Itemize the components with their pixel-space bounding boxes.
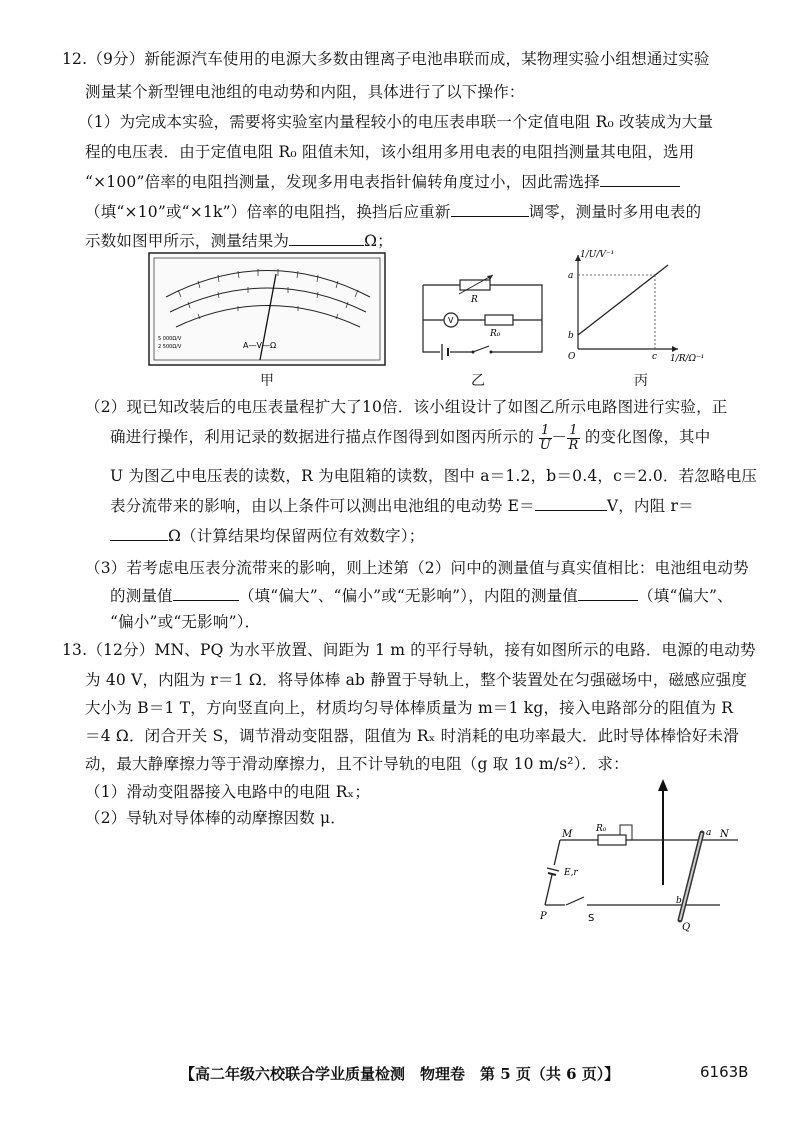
q12-part3-line-1: （3）若考虑电压表分流带来的影响，则上述第（2）问中的测量值与真实值相比：电池组电动势 [85, 559, 749, 577]
q12-part1-line-4 [85, 200, 701, 222]
rheostat-label: R₀ [596, 824, 607, 834]
q12-part1-line-4a: （填“×10”或“×1k”）倍率的电阻挡，换挡后应重新 [85, 203, 451, 221]
q12-part1-line-2: 程的电压表．由于定值电阻 R₀ 阻值未知，该小组用多用电表的电阻挡测量其电阻，选用 [85, 143, 695, 161]
q13-line-1: 13.（12分）MN、PQ 为水平放置、间距为 1 m 的平行导轨，接有如图所示的电路．电源的电动势 [62, 641, 756, 659]
rail-p-label: P [540, 911, 547, 922]
q12-part2-line-2 [110, 424, 710, 452]
q12-part2-line-3: U 为图乙中电压表的读数，R 为电阻箱的读数，图中 a＝1.2，b＝0.4，c＝2.0．若忽略电压 [110, 467, 758, 485]
fraction-1-over-u [539, 424, 551, 452]
figure-caption-b: 乙 [471, 373, 485, 389]
q12-part3-line-3: “偏小”或“无影响”）． [110, 613, 261, 631]
rod-a-label: a [706, 828, 712, 838]
circuit-r-label: R [471, 295, 478, 305]
q12-part2-line-1: （2）现已知改装后的电压表量程扩大了10倍．该小组设计了如图乙所示电路图进行实验，正 [85, 398, 728, 416]
q12-part3-line-2b: （填“偏大”、“偏小”或“无影响”），内阻的测量值 [238, 587, 579, 605]
answer-blank-emf-bias[interactable] [173, 586, 239, 601]
graph-origin-label: O [568, 352, 576, 362]
graph-line [578, 265, 668, 335]
q12-part1-line-3 [85, 170, 680, 192]
meter-small-label-2: 2 500Ω/V [158, 344, 182, 350]
meter-small-label-1: 5 000Ω/V [158, 336, 182, 342]
graph-x-label: 1/R/Ω⁻¹ [670, 354, 705, 364]
q12-part2-line-4 [110, 494, 694, 516]
fraction-u-denominator: U [539, 437, 551, 453]
rod-b-label: b [676, 896, 682, 906]
answer-blank-zero[interactable] [451, 202, 529, 217]
fraction-r-denominator: R [568, 437, 579, 453]
fraction-r-numerator: 1 [569, 423, 578, 438]
q13-line-2: 为 40 V，内阻为 r＝1 Ω．将导体棒 ab 静置于导轨上，整个装置处在匀强磁场中，磁感应强度 [85, 671, 748, 689]
q12-part1-line-5a: 示数如图甲所示，测量结果为 [85, 232, 290, 250]
rail-n-label: N [720, 829, 729, 840]
q12-part2-line-4b: V，内阻 r＝ [606, 497, 694, 515]
switch-label: S [588, 913, 595, 924]
answer-blank-emf[interactable] [535, 496, 607, 511]
rail-m-label: M [562, 829, 573, 840]
fraction-u-numerator: 1 [541, 423, 550, 438]
graph-c-figure [560, 245, 710, 365]
graph-a-label: a [568, 271, 574, 281]
page-footer: 【高二年级六校联合学业质量检测 物理卷 第 5 页（共 6 页）】 [180, 1065, 620, 1083]
fraction-minus: － [551, 428, 568, 447]
fraction-1-over-r [567, 424, 579, 452]
multimeter-dial-figure [148, 252, 388, 368]
graph-b-label: b [568, 331, 574, 341]
answer-blank-internal-resistance[interactable] [110, 526, 168, 541]
q13-line-4: ＝4 Ω．闭合开关 S，调节滑动变阻器，阻值为 Rₓ 时消耗的电功率最大．此时导体棒恰好未滑 [85, 727, 739, 745]
q12-part3-line-2 [110, 584, 733, 606]
rail-circuit-figure [530, 775, 750, 945]
circuit-b-figure [415, 270, 550, 365]
meter-label: A—V—Ω [243, 341, 277, 350]
q12-part2-line-5-text: Ω（计算结果均保留两位有效数字）； [168, 527, 425, 545]
q12-part2-line-2a: 确进行操作，利用记录的数据进行描点作图得到如图丙所示的 [110, 428, 534, 447]
q13-line-6: （1）滑动变阻器接入电路中的电阻 Rₓ； [85, 783, 371, 801]
q13-line-5: 动，最大静摩擦力等于滑动摩擦力，且不计导轨的电阻（g 取 10 m/s²）．求： [85, 755, 629, 773]
q12-part2-line-2b: 的变化图像，其中 [584, 428, 711, 447]
figure-caption-c: 丙 [634, 373, 648, 389]
q12-line-1: 12.（9分）新能源汽车使用的电源大多数由锂离子电池串联而成，某物理实验小组想通过实验 [62, 50, 710, 68]
rail-q-label: Q [682, 922, 691, 933]
voltmeter-label: V [448, 316, 454, 325]
q12-part3-line-2c: （填“偏大”、 [638, 587, 733, 605]
q13-line-3: 大小为 B＝1 T，方向竖直向上，材质均匀导体棒质量为 m＝1 kg，接入电路部分的阻值为 R [85, 699, 734, 717]
q12-part1-line-3-text: “×100”倍率的电阻挡测量，发现多用电表指针偏转角度过小，因此需选择 [85, 173, 600, 191]
graph-y-label: 1/U/V⁻¹ [580, 250, 615, 260]
answer-blank-r-bias[interactable] [578, 586, 638, 601]
q12-part1-line-4b: 调零，测量时多用电表的 [528, 203, 702, 221]
q12-part2-line-4a: 表分流带来的影响，由以上条件可以测出电池组的电动势 E＝ [110, 497, 535, 515]
figure-caption-a: 甲 [260, 373, 274, 389]
q12-line-2: 测量某个新型锂电池组的电动势和内阻，具体进行了以下操作： [85, 83, 525, 101]
answer-blank-range[interactable] [600, 172, 680, 187]
q12-part1-line-5 [85, 229, 393, 251]
graph-c-label: c [652, 352, 658, 362]
q12-part1-line-5b: Ω； [364, 232, 393, 250]
answer-blank-resistance[interactable] [289, 231, 364, 246]
circuit-r0-label: R₀ [490, 329, 501, 339]
fixed-resistor-icon [485, 315, 513, 325]
rheostat-icon [598, 835, 626, 845]
q12-part2-line-5 [110, 524, 425, 546]
q13-line-7: （2）导轨对导体棒的动摩擦因数 μ． [85, 809, 346, 827]
paper-code: 6163B [700, 1063, 749, 1081]
q12-part3-line-2a: 的测量值 [110, 587, 173, 605]
battery-label: E,r [564, 868, 578, 878]
q12-part1-line-1: （1）为完成本实验，需要将实验室内量程较小的电压表串联一个定值电阻 R₀ 改装成为大量 [78, 113, 714, 131]
